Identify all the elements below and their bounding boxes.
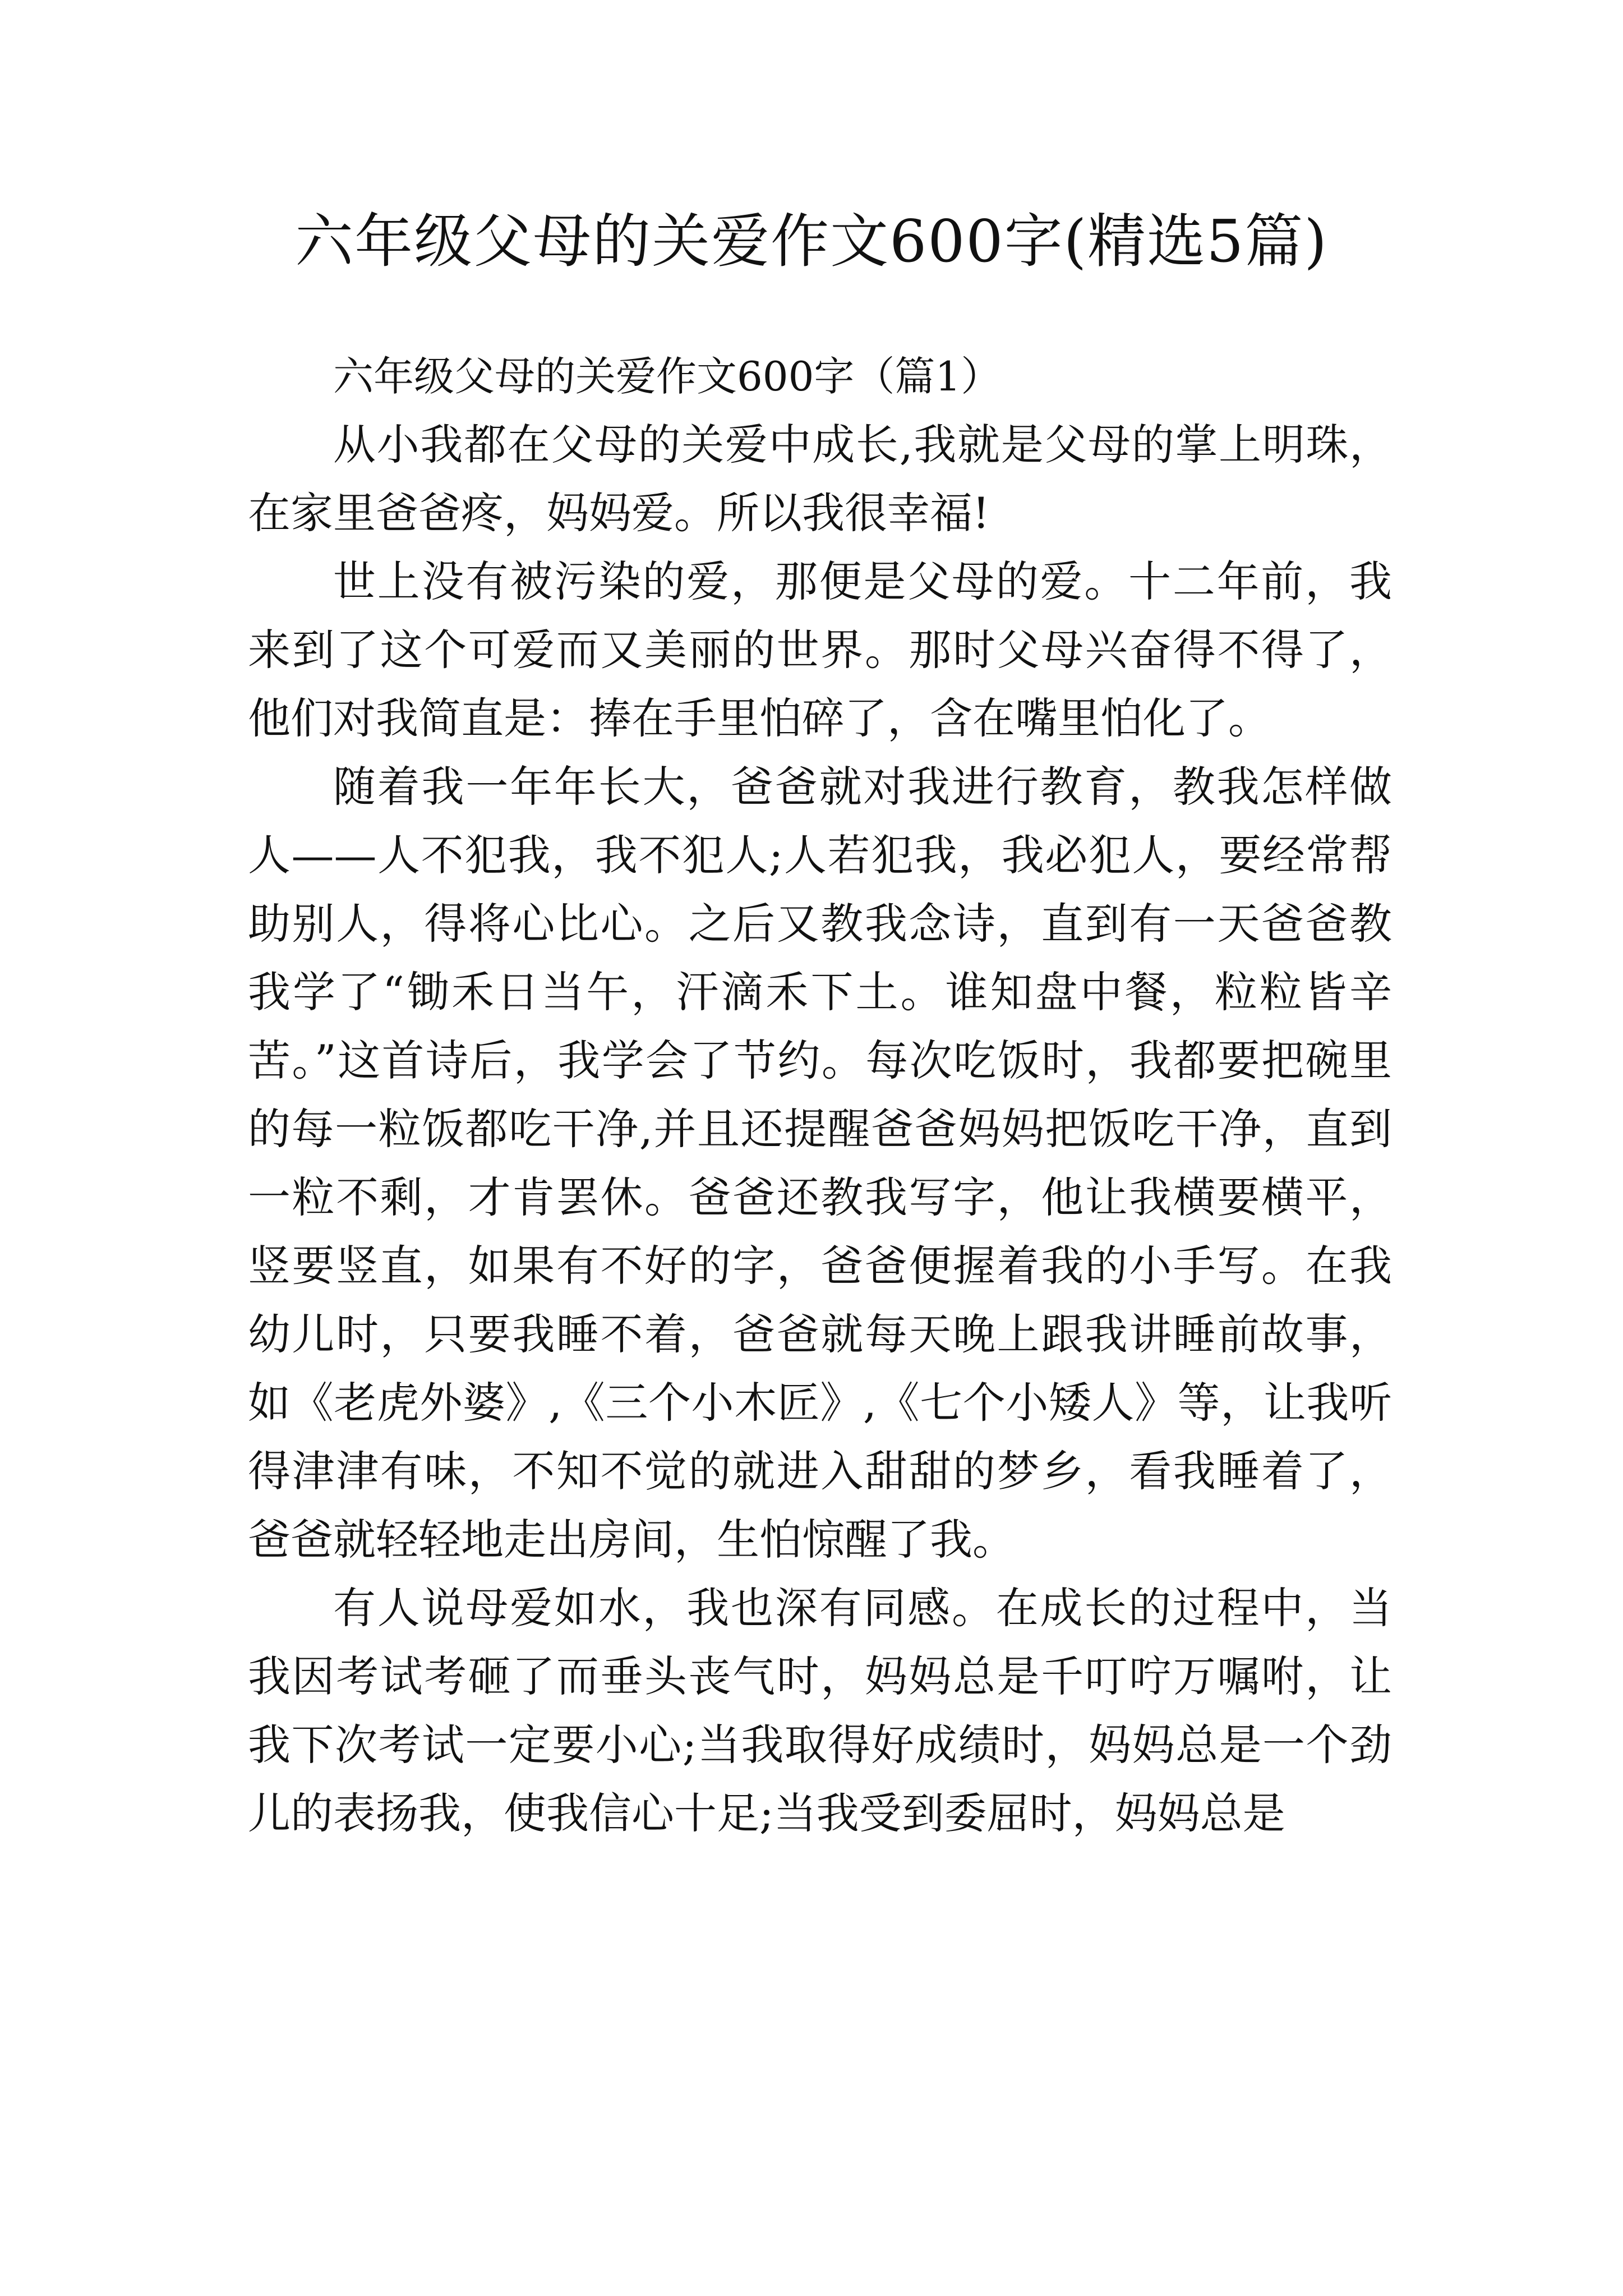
section-heading: 六年级父母的关爱作文600字（篇1） — [333, 353, 1002, 400]
paragraph: 有人说母爱如水，我也深有同感。在成长的过程中，当我因考试考砸了而垂头丧气时，妈妈总是千叮咛万嘱咐，让我下次考试一定要小心;当我取得好成绩时，妈妈总是一个劲儿的表扬我，使我信心十足;当我受到委屈时，妈妈总是 — [248, 1583, 1392, 1838]
paragraph: 随着我一年年长大，爸爸就对我进行教育，教我怎样做人——人不犯我，我不犯人;人若犯我，我必犯人，要经常帮助别人，得将心比心。之后又教我念诗，直到有一天爸爸教我学了“锄禾日当午，汗滴禾下土。谁知盘中餐，粒粒皆辛苦。”这首诗后，我学会了节约。每次吃饭时，我都要把碗里的每一粒饭都吃干净,并且还提醒爸爸妈妈把饭吃干净，直到一粒不剩，才肯罢休。爸爸还教我写字，他让我横要横平，竖要竖直，如果有不好的字，爸爸便握着我的小手写。在我幼儿时，只要我睡不着，爸爸就每天晚上跟我讲睡前故事，如《老虎外婆》,《三个小木匠》,《七个小矮人》等，让我听得津津有味，不知不觉的就进入甜甜的梦乡，看我睡着了，爸爸就轻轻地走出房间，生怕惊醒了我。 — [248, 762, 1392, 1565]
paragraph: 从小我都在父母的关爱中成长,我就是父母的掌上明珠，在家里爸爸疼，妈妈爱。所以我很幸福! — [248, 420, 1392, 538]
paragraph: 世上没有被污染的爱，那便是父母的爱。十二年前，我来到了这个可爱而又美丽的世界。那时父母兴奋得不得了，他们对我简直是：捧在手里怕碎了，含在嘴里怕化了。 — [248, 556, 1392, 743]
document-body — [248, 342, 1392, 1848]
document-title: 六年级父母的关爱作文600字(精选5篇) — [295, 207, 1328, 275]
